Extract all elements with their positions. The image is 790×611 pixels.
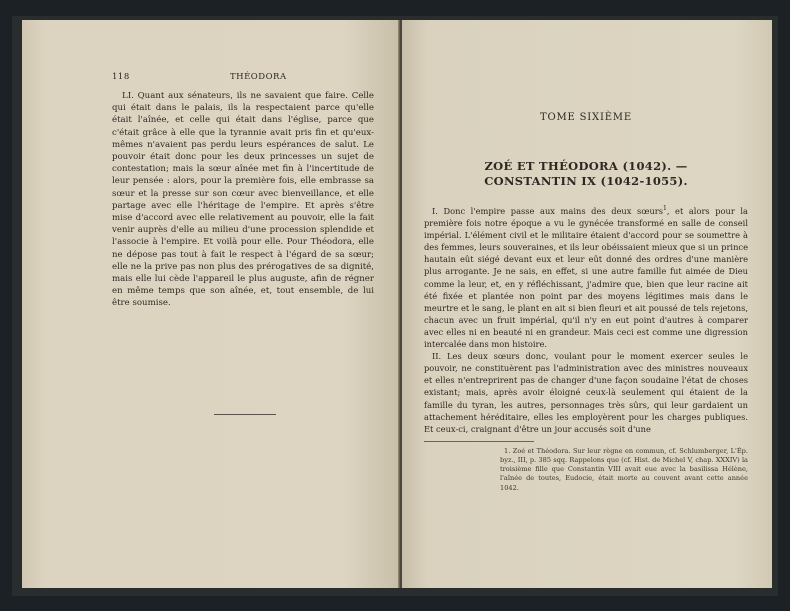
open-book bbox=[12, 16, 778, 596]
running-head-left bbox=[112, 72, 374, 86]
chapter-title bbox=[424, 159, 748, 189]
footnote-rule bbox=[424, 441, 534, 442]
page-number: 118 bbox=[112, 72, 130, 82]
left-page bbox=[22, 20, 400, 588]
paragraph-1-start: I. Donc l'empire passe aux mains des deux sœurs bbox=[432, 206, 664, 216]
right-body-text bbox=[424, 205, 748, 435]
chapter-title-line-1: ZOÉ ET THÉODORA (1042). — bbox=[484, 159, 688, 173]
left-body-text bbox=[112, 90, 374, 310]
paragraph-1-rest: , et alors pour la première fois notre époque a vu le gynécée transformé en salle de conseil impérial. L'élément civil et le militaire étaient d'accord pour se soumettre à des femmes, leurs souveraines, et ils leur obéissaient mieux que si un prince hautain eût siégé devant eux et leur eût donné des ordres d'une manière plus arrogante. Je ne sais, en effet, si une autre famille fut aimée de Dieu comme la leur, et, en y réfléchissant, j'admire que, bien que leur racine ait été fixée et plantée non point par des moyens légitimes mais dans le meurtre et le sang, le plant en ait si bien fleuri et ait poussé de tels rejetons, chacun avec un fruit impérial, qu'il n'y en eut point d'autres à comparer avec elles ni en beauté ni en grandeur. Mais ceci est comme une digression intercalée dans mon histoire. bbox=[424, 206, 748, 350]
tome-heading: TOME SIXIÈME bbox=[540, 112, 632, 123]
running-title: THÉODORA bbox=[230, 72, 287, 82]
chapter-title-line-2: CONSTANTIN IX (1042-1055). bbox=[484, 174, 688, 188]
footnote: 1. Zoé et Théodora. Sur leur règne en commun, cf. Schlumberger, L'Ép. byz., III, p. 385 sqq. Rappelons que (cf. Hist. de Michel V, chap. XXXIV) la troisième fille que Constantin VIII avait eue avec la basilissa Hélène, l'aînée de toutes, Eudocie, était morte au couvent avant cette année 1042. bbox=[500, 446, 748, 492]
section-separator bbox=[214, 414, 276, 415]
right-page bbox=[402, 20, 772, 588]
paragraph-2: II. Les deux sœurs donc, voulant pour le moment exercer seules le pouvoir, ne constituèrent pas l'administration avec des ministres nouveaux et elles n'entreprirent pas de changer d'une façon soudaine l'état de choses existant; mais, après avoir éloigné ceux-là seulement qui étaient de la famille du tyran, les autres, personnages très sûrs, qui leur gardaient un attachement héréditaire, elles les employèrent pour les charges publiques. Et ceux-ci, craignant d'être un jour accusés soit d'une bbox=[424, 351, 748, 434]
footnote-marker: 1 bbox=[663, 205, 667, 213]
paragraph-1 bbox=[424, 205, 748, 350]
paragraph-51: LI. Quant aux sénateurs, ils ne savaient que faire. Celle qui était dans le palais, ils la respectaient parce qu'elle était l'aînée, et celle qui était dans l'église, parce que c'était grâce à elle que la tyrannie avait pris fin et qu'eux-mêmes n'avaient pas perdu leurs espérances de salut. Le pouvoir était donc pour les deux princesses un sujet de contestation; mais la sœur aînée met fin à l'incertitude de leur pensée : alors, pour la première fois, elle embrasse sa sœur et la presse sur son cœur avec bienveillance, et elle partage avec elle l'héritage de l'empire. Et après s'être mise d'accord avec elle relativement au pouvoir, elle la fait venir auprès d'elle au milieu d'une procession splendide et l'associe à l'empire. Et voilà pour elle. Pour Théodora, elle ne dépose pas tout à fait le respect à l'égard de sa sœur; elle ne la prive pas non plus des prérogatives de sa dignité, mais elle lui cède l'appareil le plus auguste, afin de régner en même temps que son aînée, et, tout ensemble, de lui être soumise. bbox=[112, 91, 374, 309]
